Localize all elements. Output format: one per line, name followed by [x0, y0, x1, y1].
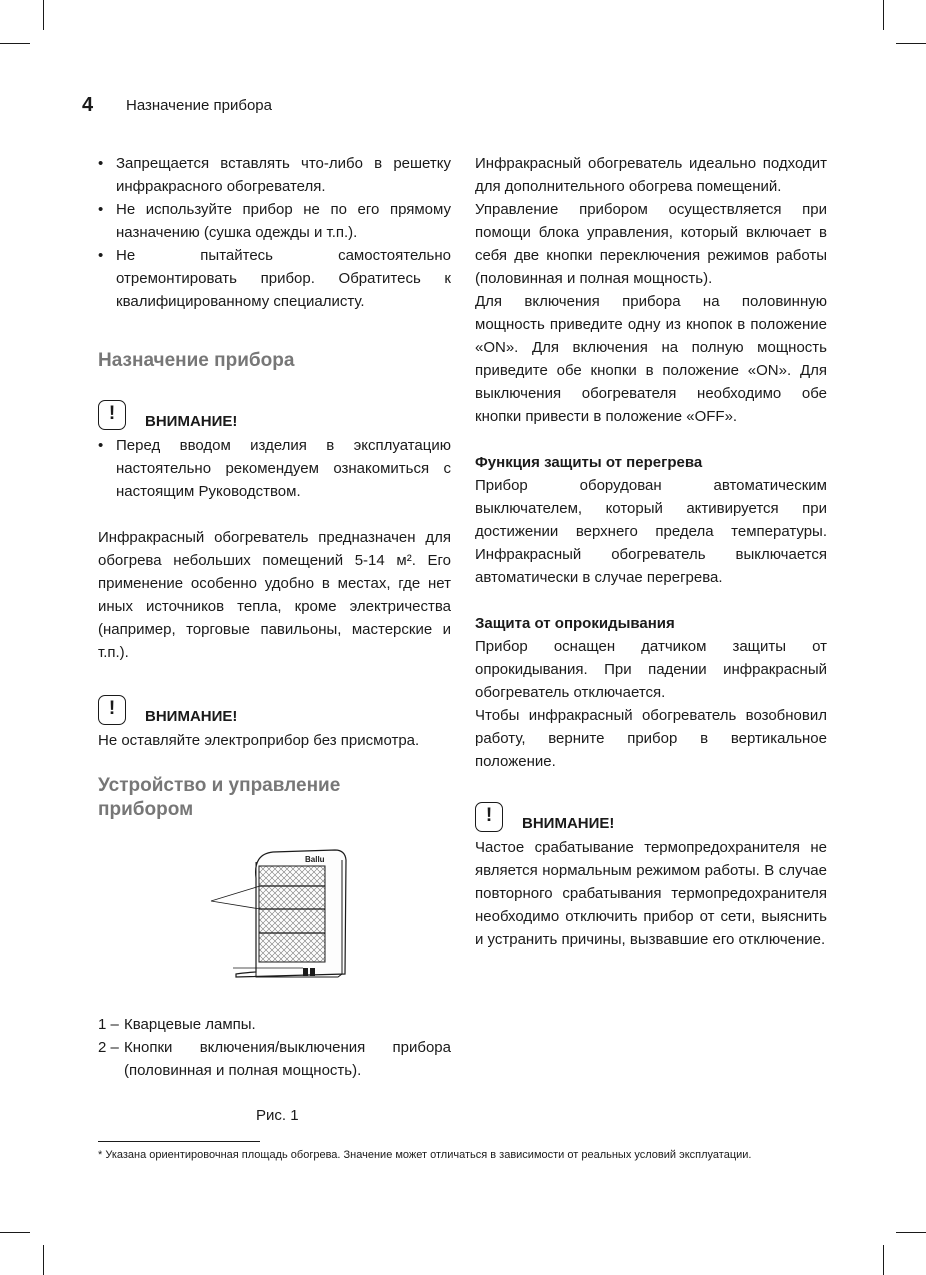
callout-line — [211, 901, 260, 909]
legend-number: 2 – — [98, 1039, 119, 1056]
legend-text: Кнопки включения/выключения прибора (половинная и полная мощность). — [124, 1039, 451, 1079]
section-title-purpose: Назначение прибора — [98, 350, 295, 371]
footnote: * Указана ориентировочная площадь обогрева. Значение может отличаться в зависимости от реальных условий эксплуатации. — [98, 1149, 752, 1161]
purpose-paragraph: Инфракрасный обогреватель предназначен для обогрева небольших помещений 5-14 м². Его применение особенно удобно в местах, где нет иных источников тепла, кроме электричества (например, торговые павильоны, мастерские и т.п.). — [98, 529, 451, 661]
figure-legend-item — [98, 1036, 451, 1082]
crop-mark — [883, 1245, 884, 1275]
running-head: Назначение прибора — [126, 97, 272, 114]
warning-bullet-list — [98, 434, 451, 503]
warning-block — [98, 695, 451, 729]
left-column — [98, 152, 451, 1127]
right-column — [475, 152, 827, 951]
heater-illustration — [98, 842, 451, 1012]
figure-legend-item — [98, 1013, 451, 1036]
figure-caption: Рис. 1 — [256, 1107, 299, 1124]
warning-block — [98, 400, 451, 434]
crop-mark — [43, 1245, 44, 1275]
power-switch — [303, 968, 308, 976]
warning-text: Частое срабатывание термопредохранителя не является нормальным режимом работы. В случае повторного срабатывания термопредохранителя необходимо отключить прибор от сети, выяснить и устранить причины, вызвавшие его отключение. — [475, 839, 827, 948]
heater-figure — [98, 842, 451, 1012]
callout-line — [211, 886, 260, 901]
legend-text: Кварцевые лампы. — [124, 1016, 256, 1033]
warning-label: ВНИМАНИЕ! — [145, 708, 238, 725]
paragraph: Для включения прибора на половинную мощность приведите одну из кнопок в положение «ON». Для включения на полную мощность приведите обе кнопки в положение «ON». Для выключения обогревателя необходимо обе кнопки привести в положение «OFF». — [475, 293, 827, 425]
list-item: • Не пытайтесь самостоятельно отремонтировать прибор. Обратитесь к квалифицированному специалисту. — [98, 244, 451, 313]
crop-mark — [883, 0, 884, 30]
footnote-rule — [98, 1141, 260, 1142]
section-title-line: прибором — [98, 799, 194, 820]
warning-label: ВНИМАНИЕ! — [145, 413, 238, 430]
list-item: • Перед вводом изделия в эксплуатацию настоятельно рекомендуем ознакомиться с настоящим Руководством. — [98, 434, 451, 503]
paragraph: Управление прибором осуществляется при помощи блока управления, который включает в себя две кнопки переключения режимов работы (половинная и полная мощность). — [475, 201, 827, 287]
paragraph: Инфракрасный обогреватель идеально подходит для дополнительного обогрева помещений. — [475, 155, 827, 195]
crop-mark — [0, 1232, 30, 1233]
crop-mark — [896, 43, 926, 44]
crop-mark — [0, 43, 30, 44]
crop-mark — [896, 1232, 926, 1233]
power-switch — [310, 968, 315, 976]
subsection-title-overheat: Функция защиты от перегрева — [475, 454, 703, 471]
crop-mark — [43, 0, 44, 30]
list-item: • Запрещается вставлять что-либо в решетку инфракрасного обогревателя. — [98, 152, 451, 198]
warning-icon: ! — [98, 695, 126, 725]
legend-number: 1 – — [98, 1016, 119, 1033]
brand-logo: Ballu — [305, 855, 325, 864]
list-item: • Не используйте прибор не по его прямому назначению (сушка одежды и т.п.). — [98, 198, 451, 244]
heater-grille — [259, 866, 325, 962]
paragraph: Прибор оборудован автоматическим выключателем, который активируется при достижении верхнего предела температуры. Инфракрасный обогреватель выключается автоматически в случае перегрева. — [475, 477, 827, 586]
warning-icon: ! — [98, 400, 126, 430]
section-title-line: Устройство и управление — [98, 775, 341, 796]
paragraph: Прибор оснащен датчиком защиты от опрокидывания. При падении инфракрасный обогреватель отключается. — [475, 638, 827, 701]
warning-label: ВНИМАНИЕ! — [522, 815, 615, 832]
intro-bullet-list — [98, 152, 451, 313]
warning-icon: ! — [475, 802, 503, 832]
warning-block — [475, 802, 827, 836]
page-number: 4 — [82, 94, 94, 116]
paragraph: Чтобы инфракрасный обогреватель возобновил работу, верните прибор в вертикальное положение. — [475, 707, 827, 770]
subsection-title-tipover: Защита от опрокидывания — [475, 615, 675, 632]
section-title-device — [98, 774, 451, 822]
warning-text: Не оставляйте электроприбор без присмотра. — [98, 732, 420, 749]
